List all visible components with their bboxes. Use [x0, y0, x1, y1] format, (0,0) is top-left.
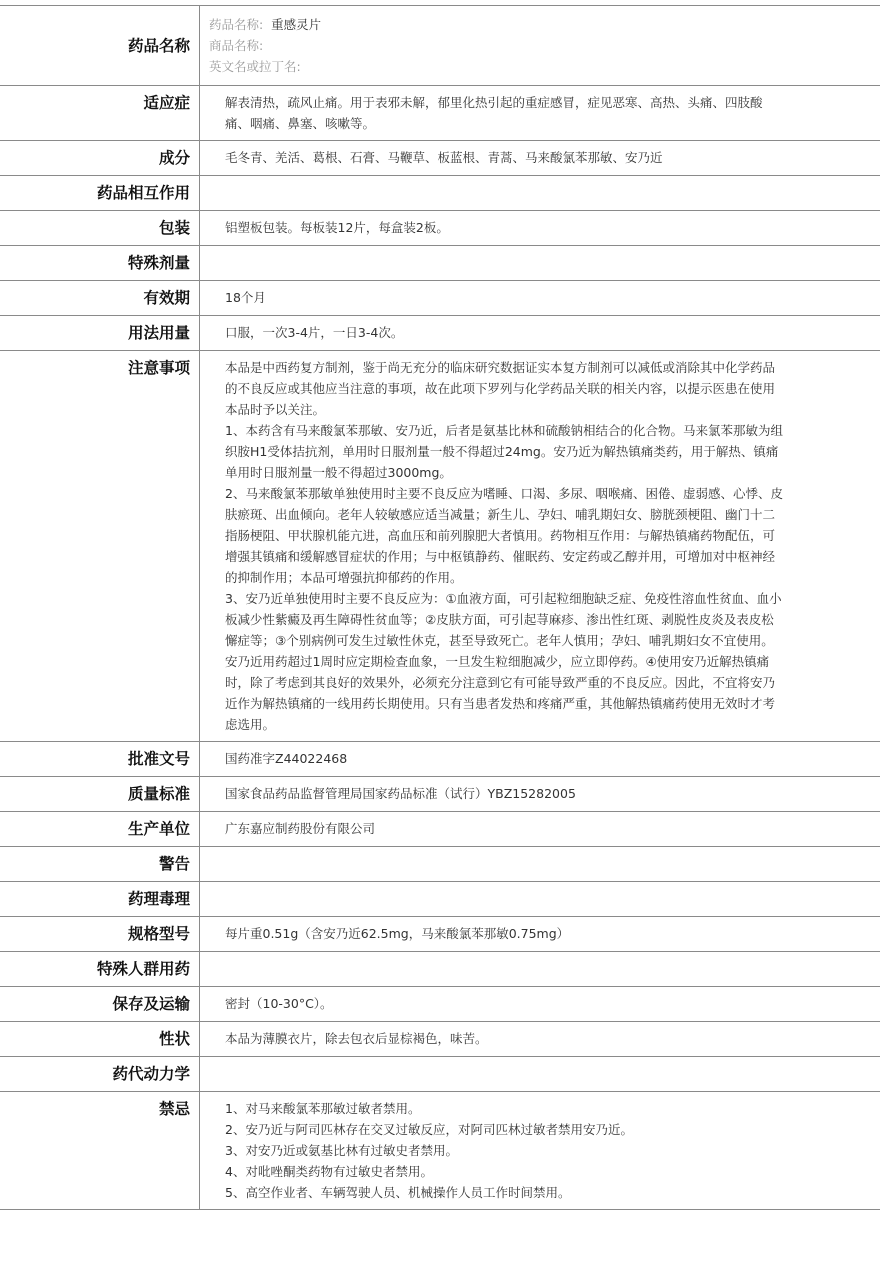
- label-interactions: 药品相互作用: [0, 176, 200, 211]
- value-drug-name: [200, 6, 880, 86]
- value-special-population: [200, 952, 880, 987]
- label-pharmacology: 药理毒理: [0, 882, 200, 917]
- label-validity: 有效期: [0, 281, 200, 316]
- label-packaging: 包装: [0, 211, 200, 246]
- label-precautions: 注意事项: [0, 351, 200, 742]
- row-precautions: [0, 351, 880, 742]
- value-packaging: 铝塑板包装。每板装12片，每盒装2板。: [225, 220, 449, 235]
- value-indications: 解表清热，疏风止痛。用于表邪未解，郁里化热引起的重症感冒，症见恶寒、高热、头痛、四肢酸痛、咽痛、鼻塞、咳嗽等。: [225, 95, 763, 131]
- row-pharmacology: [0, 882, 880, 917]
- label-specification: 规格型号: [0, 917, 200, 952]
- row-specification: [0, 917, 880, 952]
- row-special-population: [0, 952, 880, 987]
- drug-name-key: 药品名称:: [209, 17, 264, 32]
- label-usage: 用法用量: [0, 316, 200, 351]
- label-quality: 质量标准: [0, 777, 200, 812]
- precautions-paragraph: 本品是中西药复方制剂，鉴于尚无充分的临床研究数据证实本复方制剂可以减低或消除其中化学药品的不良反应或其他应当注意的事项，故在此项下罗列与化学药品关联的相关内容，以提示医患在使用本品时予以关注。: [225, 360, 776, 417]
- value-warning: [200, 847, 880, 882]
- contraindication-item: 4、对吡唑酮类药物有过敏史者禁用。: [225, 1164, 433, 1179]
- label-approval: 批准文号: [0, 742, 200, 777]
- label-manufacturer: 生产单位: [0, 812, 200, 847]
- row-contraindications: [0, 1092, 880, 1210]
- row-storage: [0, 987, 880, 1022]
- contraindication-item: 3、对安乃近或氨基比林有过敏史者禁用。: [225, 1143, 458, 1158]
- value-manufacturer: 广东嘉应制药股份有限公司: [225, 821, 376, 836]
- value-special-dosage: [200, 246, 880, 281]
- row-packaging: [0, 211, 880, 246]
- row-warning: [0, 847, 880, 882]
- value-pharmacology: [200, 882, 880, 917]
- row-interactions: [0, 176, 880, 211]
- label-appearance: 性状: [0, 1022, 200, 1057]
- label-special-population: 特殊人群用药: [0, 952, 200, 987]
- precautions-paragraph: 2、马来酸氯苯那敏单独使用时主要不良反应为嗜睡、口渴、多尿、咽喉痛、困倦、虚弱感、心悸、皮肤瘀斑、出血倾向。老年人较敏感应适当减量；新生儿、孕妇、哺乳期妇女、膀胱颈梗阻、幽门十二指肠梗阻、甲状腺机能亢进，高血压和前列腺肥大者慎用。药物相互作用：与解热镇痛药物配伍，可增强其镇痛和缓解感冒症状的作用；与中枢镇静药、催眠药、安定药或乙醇并用，可增加对中枢神经的抑制作用；本品可增强抗抑郁药的作用。: [225, 486, 783, 585]
- drug-info-table: [0, 5, 880, 1210]
- row-validity: [0, 281, 880, 316]
- value-usage: 口服，一次3-4片，一日3-4次。: [225, 325, 404, 340]
- value-appearance: 本品为薄膜衣片，除去包衣后显棕褐色，味苦。: [225, 1031, 488, 1046]
- contraindication-item: 5、高空作业者、车辆驾驶人员、机械操作人员工作时间禁用。: [225, 1185, 571, 1200]
- value-ingredients: 毛冬青、羌活、葛根、石膏、马鞭草、板蓝根、青蒿、马来酸氯苯那敏、安乃近: [225, 150, 663, 165]
- row-manufacturer: [0, 812, 880, 847]
- contraindication-item: 2、安乃近与阿司匹林存在交叉过敏反应，对阿司匹林过敏者禁用安乃近。: [225, 1122, 633, 1137]
- precautions-paragraph: 3、安乃近单独使用时主要不良反应为：①血液方面，可引起粒细胞缺乏症、免疫性溶血性贫血、血小板减少性紫癜及再生障碍性贫血等；②皮肤方面，可引起荨麻疹、渗出性红斑、剥脱性皮炎及表皮松懈症等；③个别病例可发生过敏性休克，甚至导致死亡。老年人慎用；孕妇、哺乳期妇女不宜使用。安乃近用药超过1周时应定期检查血象，一旦发生粒细胞减少，应立即停药。④使用安乃近解热镇痛时，除了考虑到其良好的效果外，必须充分注意到它有可能导致严重的不良反应。因此，不宜将安乃近作为解热镇痛的一线用药长期使用。只有当患者发热和疼痛严重，其他解热镇痛药使用无效时才考虑选用。: [225, 591, 782, 732]
- value-validity: 18个月: [225, 290, 266, 305]
- value-quality: 国家食品药品监督管理局国家药品标准（试行）YBZ15282005: [225, 786, 576, 801]
- value-interactions: [200, 176, 880, 211]
- label-ingredients: 成分: [0, 141, 200, 176]
- row-pharmacokinetics: [0, 1057, 880, 1092]
- row-indications: [0, 86, 880, 141]
- label-drug-name: 药品名称: [0, 6, 200, 86]
- value-specification: 每片重0.51g（含安乃近62.5mg，马来酸氯苯那敏0.75mg）: [225, 926, 570, 941]
- drug-name-value: 重感灵片: [271, 17, 322, 32]
- label-storage: 保存及运输: [0, 987, 200, 1022]
- label-contraindications: 禁忌: [0, 1092, 200, 1210]
- value-precautions: [200, 351, 880, 742]
- label-warning: 警告: [0, 847, 200, 882]
- value-contraindications: [200, 1092, 880, 1210]
- label-indications: 适应症: [0, 86, 200, 141]
- trade-name-key: 商品名称:: [209, 38, 264, 53]
- row-quality: [0, 777, 880, 812]
- label-special-dosage: 特殊剂量: [0, 246, 200, 281]
- row-drug-name: [0, 6, 880, 86]
- value-pharmacokinetics: [200, 1057, 880, 1092]
- contraindication-item: 1、对马来酸氯苯那敏过敏者禁用。: [225, 1101, 421, 1116]
- row-usage: [0, 316, 880, 351]
- row-appearance: [0, 1022, 880, 1057]
- precautions-paragraph: 1、本药含有马来酸氯苯那敏、安乃近，后者是氨基比林和硫酸钠相结合的化合物。马来氯苯那敏为组织胺H1受体拮抗剂，单用时日服剂量一般不得超过24mg。安乃近为解热镇痛类药，用于解热、镇痛单用时日服剂量一般不得超过3000mg。: [225, 423, 783, 480]
- row-approval: [0, 742, 880, 777]
- label-pharmacokinetics: 药代动力学: [0, 1057, 200, 1092]
- value-storage: 密封（10-30°C）。: [225, 996, 333, 1011]
- english-name-key: 英文名或拉丁名:: [209, 59, 301, 74]
- value-approval: 国药准字Z44022468: [225, 751, 348, 766]
- row-special-dosage: [0, 246, 880, 281]
- row-ingredients: [0, 141, 880, 176]
